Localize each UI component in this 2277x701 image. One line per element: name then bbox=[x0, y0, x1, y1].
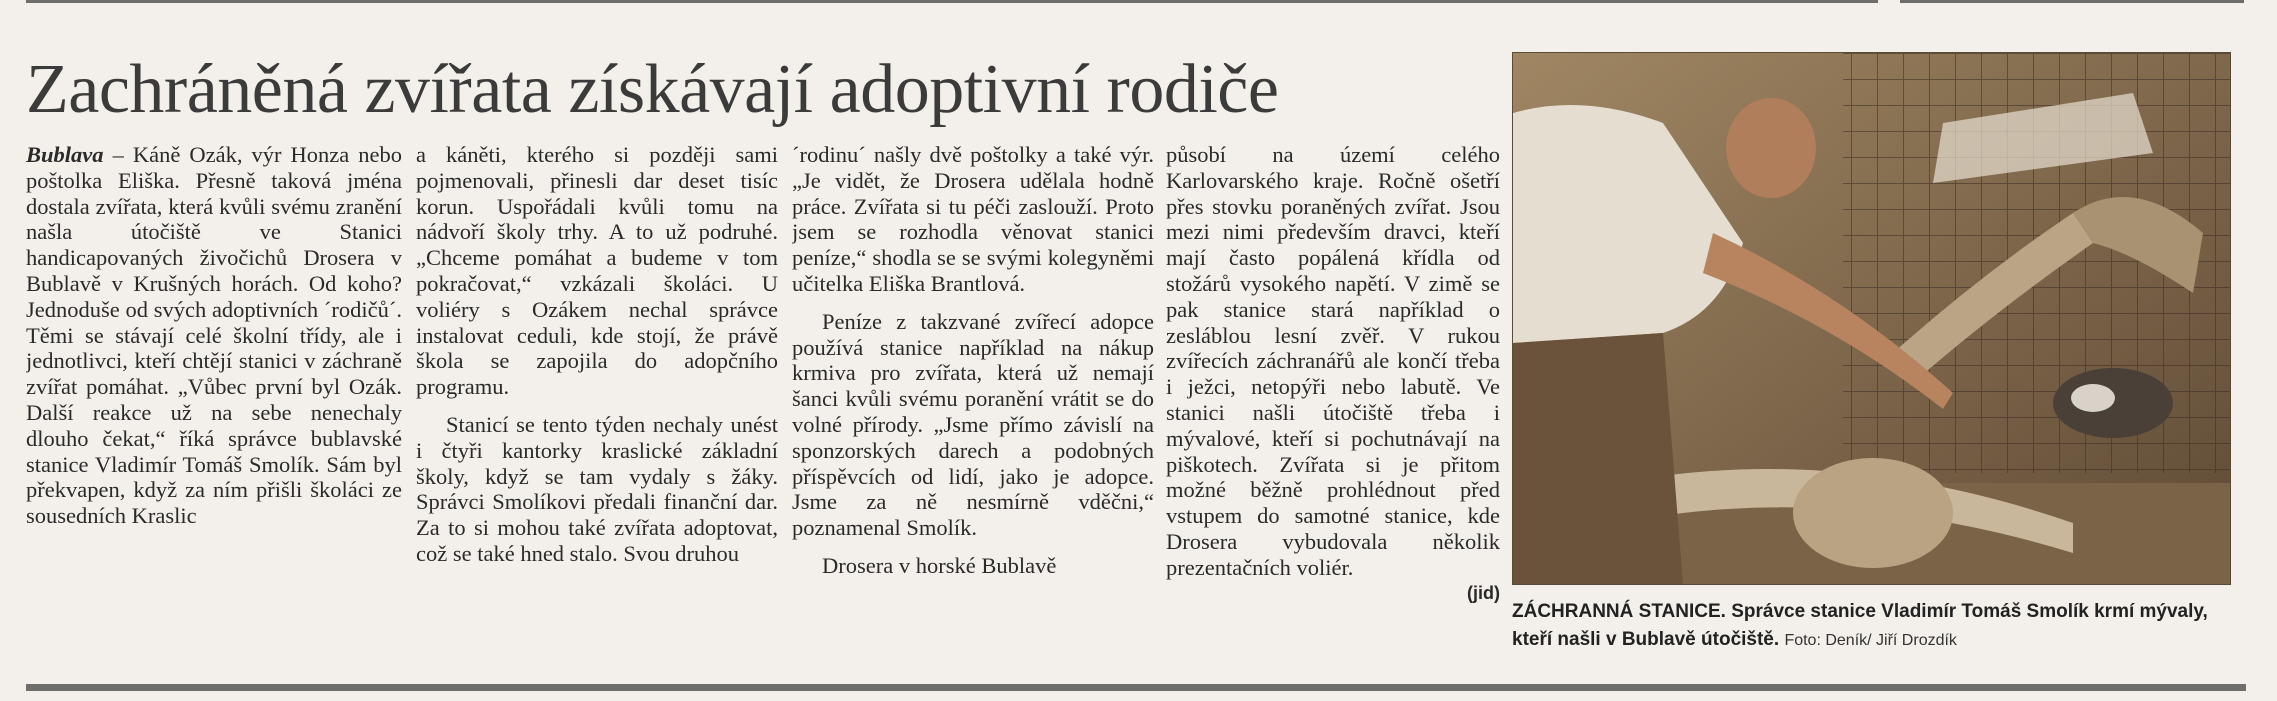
column-1-text: – Káně Ozák, výr Honza nebo poštolka Eliška. Přesně taková jména dostala zvířata, která kvůli svému zranění našla útočiště ve Stanici handicapovaných živočichů Drosera v Bublavě v Krušných horách. Od koho? Jednoduše od svých adoptivních ´rodičů´. Těmi se stávají celé školní třídy, ale i jednotlivci, kteří chtějí stanici v záchraně zvířat pomáhat. „Vůbec první byl Ozák. Další reakce už na sebe nenechaly dlouho čekat,“ říká správce bublavské stanice Vladimír Tomáš Smolík. Sám byl překvapen, když za ním přišli školáci ze sousedních Kraslic bbox=[26, 142, 402, 529]
article-column-2 bbox=[416, 142, 778, 682]
article-photo bbox=[1512, 52, 2231, 585]
caption-lead: ZÁCHRANNÁ STANICE. bbox=[1512, 601, 1726, 622]
article-column-1 bbox=[26, 142, 402, 682]
photo-illustration bbox=[1513, 53, 2230, 584]
column-3-paragraph-3: Drosera v horské Bublavě bbox=[822, 552, 1057, 578]
author-initials: (jid) bbox=[1467, 582, 1500, 603]
column-4-text: působí na území celého Karlovarského kraje. Ročně ošetří přes stovku poraněných zvířat. Jsou mezi nimi především dravci, kteří mají často popálená křídla od stožárů vysokého napětí. V zimě se pak stanice stará například o zesláblou lesní zvěř. V rukou zvířecích záchranářů ale končí třeba i ježci, netopýři nebo labutě. Ve stanici našli útočiště třeba i mývalové, kteří si pochutnávají na piškotech. Zvířata si je přitom možné běžně prohlédnout před vstupem do samotné stanice, kde Drosera vybudovala několik prezentačních voliér. bbox=[1166, 142, 1500, 580]
article-column-3 bbox=[792, 142, 1154, 682]
column-3-paragraph-1: ´rodinu´ našly dvě poštolky a také výr. „Je vidět, že Drosera udělala hodně práce. Zvířata si tu péči zaslouží. Proto jsem se rozhodla věnovat stanici peníze,“ shodla se se svými kolegyněmi učitelka Eliška Brantlová. bbox=[792, 142, 1154, 296]
headline: Zachráněná zvířata získávají adoptivní rodiče bbox=[26, 51, 1279, 128]
top-rule-right bbox=[1900, 0, 2244, 3]
caption-text: Správce stanice Vladimír Tomáš Smolík krmí mývaly, kteří našli v Bublavě útočiště. bbox=[1512, 601, 2208, 650]
bottom-rule bbox=[26, 684, 2246, 691]
photo-caption bbox=[1512, 598, 2232, 655]
dateline-place: Bublava bbox=[26, 142, 104, 167]
column-2-paragraph-2: Stanicí se tento týden nechaly unést i čtyři kantorky kraslické základní školy, když se tam vydaly s žáky. Správci Smolíkovi předali finanční dar. Za to si mohou také zvířata adoptovat, což se také hned stalo. Svou druhou bbox=[416, 411, 778, 566]
article-column-4 bbox=[1166, 142, 1500, 682]
top-rule bbox=[26, 0, 1878, 3]
column-3-paragraph-2: Peníze z takzvané zvířecí adopce používá stanice například na nákup krmiva pro zvířata, která už nemají šanci kvůli svému poranění vrátit se do volné přírody. „Jsme přímo závislí na sponzorských darech a podobných příspěvcích od lidí, jako je adopce. Jsme za ně nesmírně vděčni,“ poznamenal Smolík. bbox=[792, 308, 1154, 541]
column-2-paragraph-1: a káněti, kterého si později sami pojmenovali, přinesli dar deset tisíc korun. Uspořádali kvůli tomu na nádvoří školy trhy. A to už podruhé. „Chceme pomáhat a budeme v tom pokračovat,“ vzkázali školáci. U voliéry s Ozákem nechal správce instalovat ceduli, kde stojí, že právě škola se zapojila do adopčního programu. bbox=[416, 142, 778, 400]
caption-credit: Foto: Deník/ Jiří Drozdík bbox=[1784, 632, 1957, 649]
